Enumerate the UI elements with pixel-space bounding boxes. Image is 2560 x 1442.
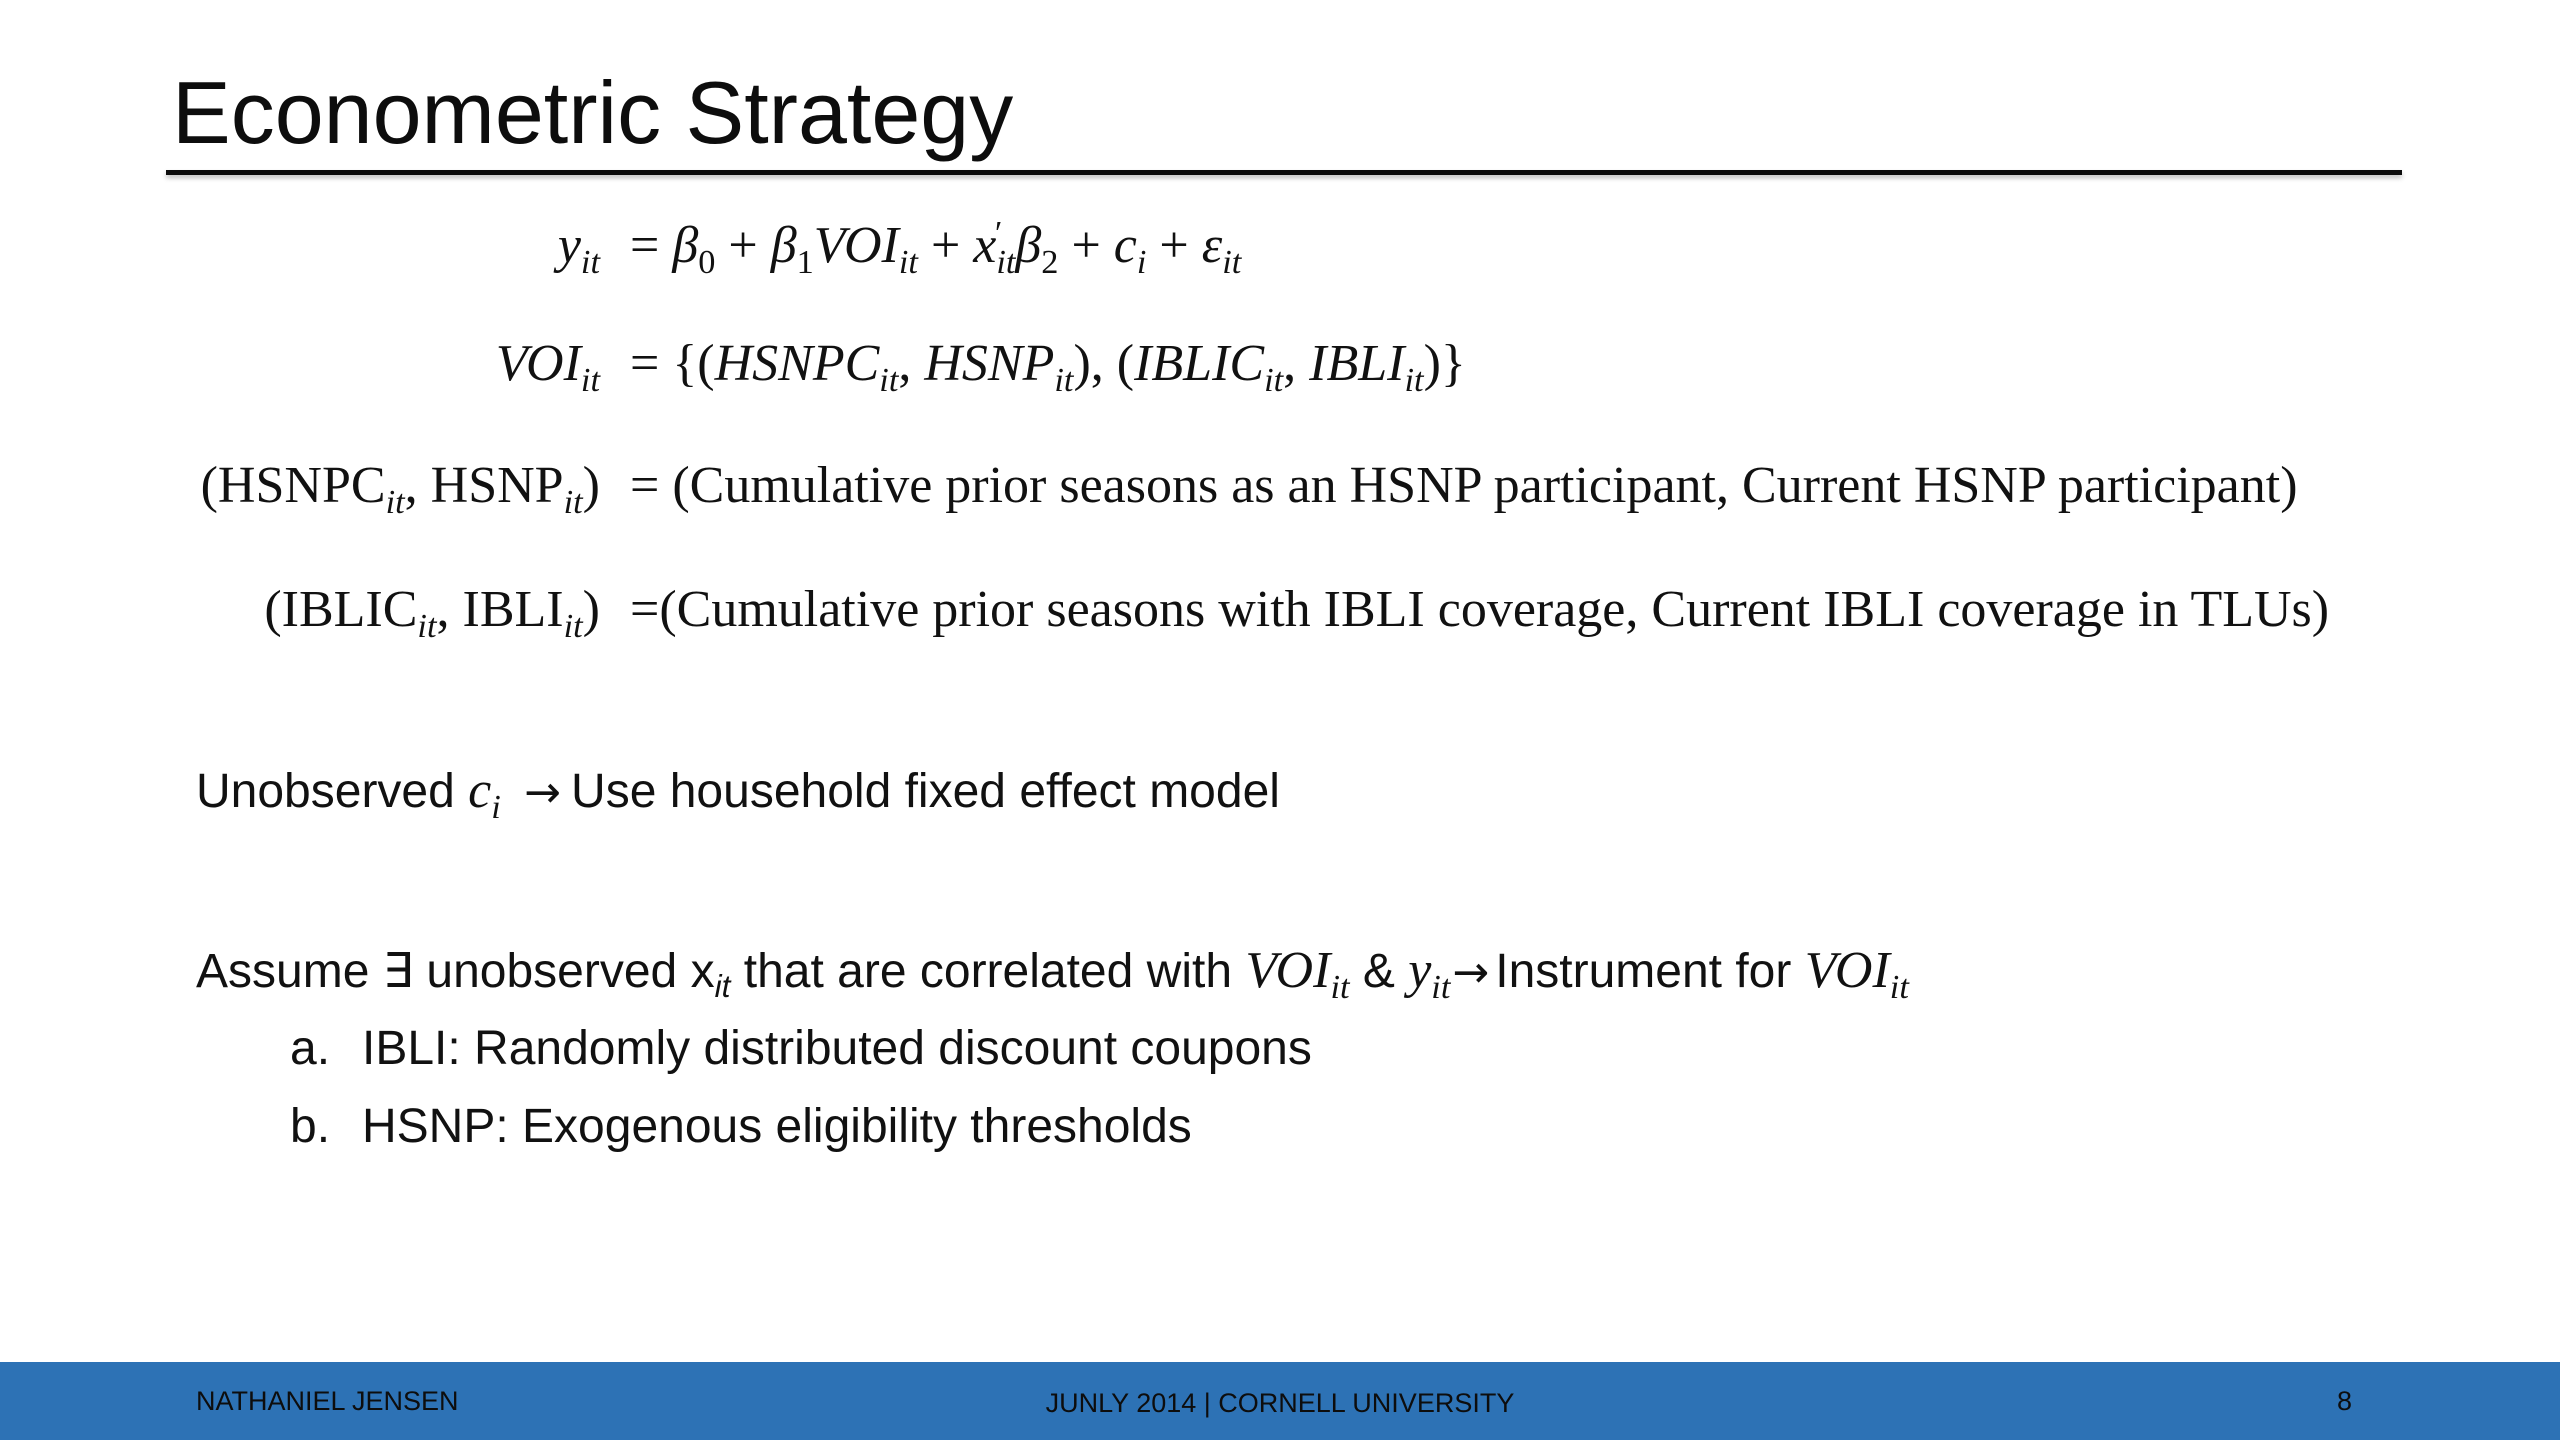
- equation-outcome-rhs: = $\beta_0 + \beta_1VOI_{it} + x_{it}'$ $\beta_2 + c_i + \varepsilon_{it}$: [630, 213, 1242, 281]
- equation-hsnp-rhs: = (Cumulative prior seasons as an HSNP participant, Current HSNP participant): [630, 457, 2298, 514]
- equation-hsnp-definition: [0, 446, 2560, 526]
- list-marker: a.: [290, 1022, 331, 1075]
- equation-hsnp-lhs: ($HSNPC_{it}$, $HSNP_{it}$): [200, 457, 600, 521]
- footer-date-institution: JUNLY 2014 | CORNELL UNIVERSITY: [1045, 1388, 1515, 1418]
- page-number: 8: [2336, 1386, 2352, 1416]
- equation-voi-lhs: $VOI_{it}$: [495, 335, 600, 399]
- list-item-text: HSNP: Exogenous eligibility thresholds: [362, 1100, 1192, 1153]
- equation-outcome-lhs: $y_{it}$: [557, 217, 600, 281]
- right-arrow-icon: →: [524, 767, 562, 818]
- fixed-effect-statement: Unobserved $c_i$ → Use household fixed effect model: [196, 762, 1280, 826]
- equation-voi-definition: [0, 324, 2560, 404]
- instrument-statement: Assume ∃ unobserved $x_{it}$ that are correlated with $VOI_{it}$ & $y_{it}\to$ Instrument for $VOI_{it}$: [196, 942, 1909, 1006]
- right-arrow-icon: →: [1452, 947, 1490, 998]
- title-underline: [166, 170, 2402, 175]
- equation-outcome: [0, 206, 2560, 286]
- list-item: [290, 1014, 1312, 1084]
- equation-ibli-rhs: =(Cumulative prior seasons with IBLI coverage, Current IBLI coverage in TLUs): [630, 581, 2330, 638]
- slide-title: Econometric Strategy: [172, 63, 1014, 162]
- list-item: [290, 1092, 1192, 1162]
- equation-voi-rhs: = {($HSNPC_{it}$, $HSNP_{it}$), ($IBLIC_{it}$, $IBLI_{it}$)}: [630, 335, 1466, 399]
- footer-bar: [0, 1362, 2560, 1440]
- footer-author: NATHANIEL JENSEN: [196, 1386, 459, 1416]
- equation-ibli-definition: [0, 570, 2560, 650]
- equation-ibli-lhs: ($IBLIC_{it}$, $IBLI_{it}$): [264, 581, 600, 645]
- list-marker: b.: [290, 1100, 331, 1153]
- list-item-text: IBLI: Randomly distributed discount coupons: [362, 1022, 1312, 1075]
